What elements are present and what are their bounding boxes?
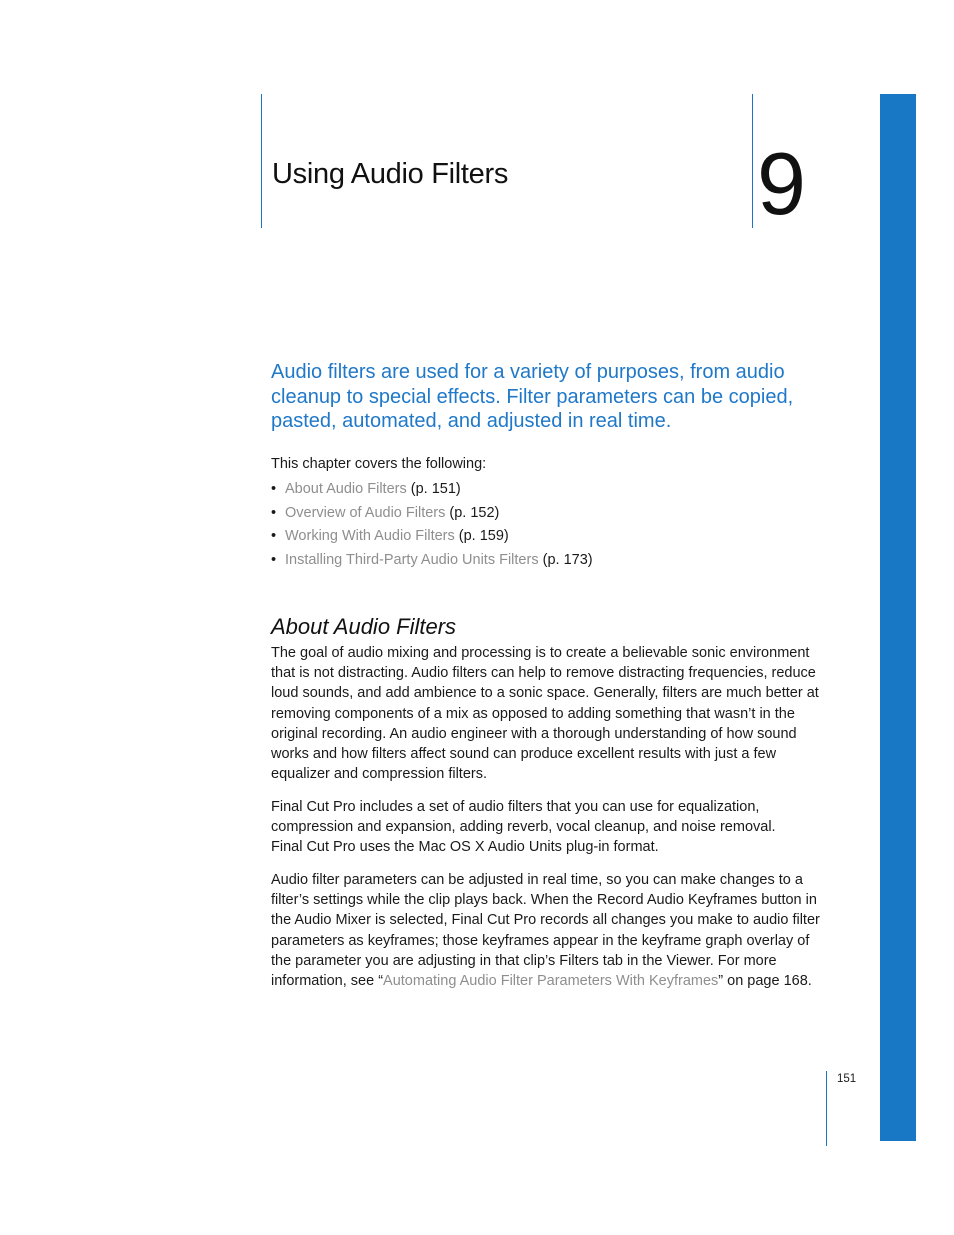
toc-link[interactable]: Working With Audio Filters [285, 528, 455, 544]
body-paragraph [271, 797, 827, 858]
toc-page-ref: (p. 159) [454, 528, 509, 544]
bullet-icon: • [271, 528, 277, 544]
toc-page-ref: (p. 151) [406, 481, 461, 497]
bullet-icon: • [271, 551, 277, 568]
chapter-title: Using Audio Filters [272, 158, 509, 190]
toc-page-ref: (p. 173) [538, 551, 593, 568]
section-heading: About Audio Filters [271, 614, 457, 639]
chapter-number: 9 [757, 134, 806, 233]
paragraph-text: Final Cut Pro includes a set of audio filters that you can use for equalization, compression and expansion, adding reverb, vocal cleanup, and noise removal. [271, 799, 776, 836]
chapter-tab-bar [880, 94, 916, 1141]
chapter-number-rule [752, 94, 753, 228]
toc-page-ref: (p. 152) [445, 504, 500, 521]
toc-link[interactable]: Installing Third-Party Audio Units Filters [285, 551, 539, 568]
toc-item [271, 502, 593, 526]
page-number: 151 [837, 1073, 857, 1085]
toc-link[interactable]: About Audio Filters [285, 481, 407, 497]
bullet-icon: • [271, 481, 277, 497]
body-paragraph [271, 870, 827, 991]
chapter-toc [271, 478, 593, 572]
covers-label: This chapter covers the following: [271, 456, 487, 472]
toc-item [271, 478, 593, 502]
folio-rule [826, 1071, 827, 1146]
cross-reference-link[interactable]: Automating Audio Filter Parameters With Keyframes [383, 973, 719, 990]
paragraph-text: Audio filter parameters can be adjusted in real time, so you can make changes to a filter’s settings while the clip plays back. When the Record Audio Keyframes button in the Audio Mixer is selected, Final Cut Pro records all changes you make to audio filter parameters as keyframes; those keyframes appear in the keyframe graph overlay of the parameter you are adjusting in that clip’s Filters tab in the Viewer. For more information, see “ [271, 872, 820, 990]
toc-link[interactable]: Overview of Audio Filters [285, 504, 446, 521]
chapter-intro: Audio filters are used for a variety of purposes, from audio cleanup to special effects. Filter parameters can be copied, pasted, automated, and adjusted in real time. [271, 361, 794, 432]
toc-item [271, 549, 593, 573]
title-rule [261, 94, 262, 228]
paragraph-text: Final Cut Pro uses the Mac OS X Audio Units plug-in format. [271, 839, 659, 856]
bullet-icon: • [271, 504, 277, 521]
body-paragraph: The goal of audio mixing and processing is to create a believable sonic environment that is not distracting. Audio filters can help to remove distracting frequencies, reduce loud sounds, and add ambience to a sonic space. Generally, filters are much better at removing components of a mix as opposed to adding something that wasn’t in the original recording. An audio engineer with a thorough understanding of how sound works and how filters affect sound can produce excellent results with just a few equalizer and compression filters. [271, 645, 819, 783]
paragraph-text: ” on page 168. [718, 973, 812, 990]
toc-item [271, 525, 593, 549]
